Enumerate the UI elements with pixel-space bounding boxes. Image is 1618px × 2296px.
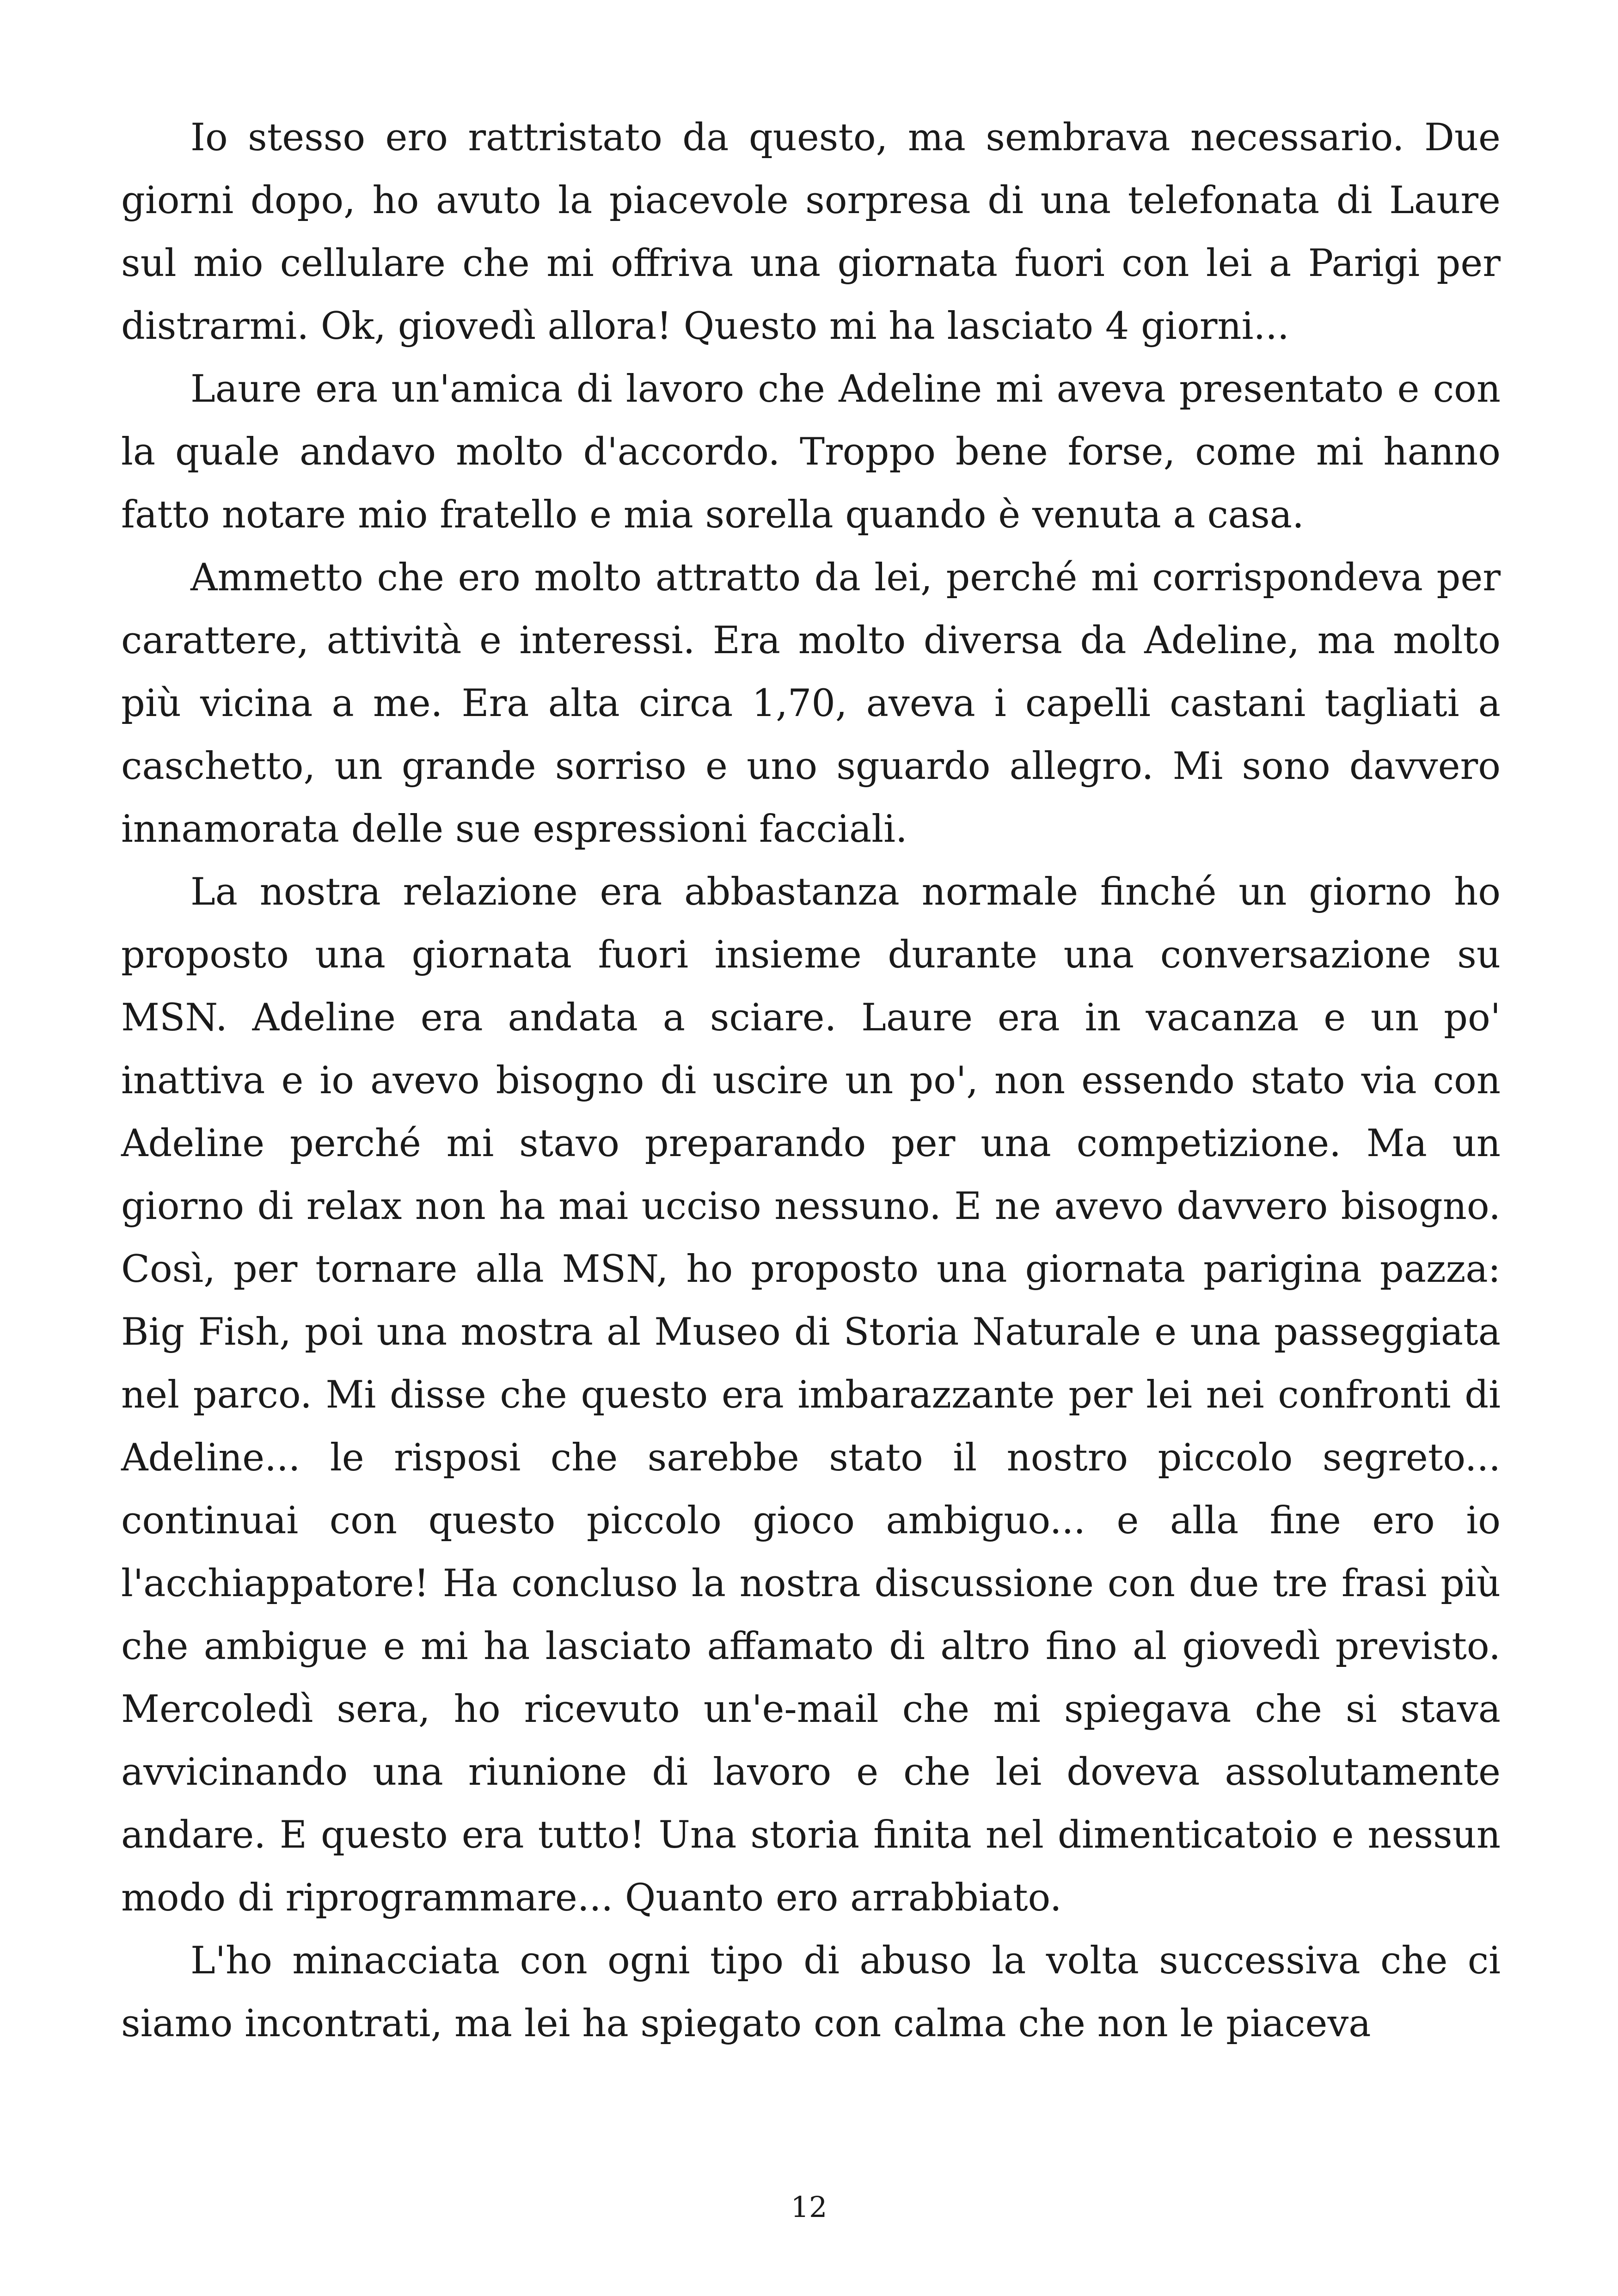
page-body [121, 106, 1501, 2055]
paragraph-4: La nostra relazione era abbastanza normale finché un giorno ho proposto una giornata fuori insieme durante una conversazione su MSN. Adeline era andata a sciare. Laure era in vacanza e un po' inattiva e io avevo bisogno di uscire un po', non essendo stato via con Adeline perché mi stavo preparando per una competizione. Ma un giorno di relax non ha mai ucciso nessuno. E ne avevo davvero bisogno. Così, per tornare alla MSN, ho proposto una giornata parigina pazza: Big Fish, poi una mostra al Museo di Storia Naturale e una passeggiata nel parco. Mi disse che questo era imbarazzante per lei nei confronti di Adeline... le risposi che sarebbe stato il nostro piccolo segreto... continuai con questo piccolo gioco ambiguo... e alla fine ero io l'acchiappatore! Ha concluso la nostra discussione con due tre frasi più che ambigue e mi ha lasciato affamato di altro fino al giovedì previsto. Mercoledì sera, ho ricevuto un'e-mail che mi spiegava che si stava avvicinando una riunione di lavoro e che lei doveva assolutamente andare. E questo era tutto! Una storia finita nel dimenticatoio e nessun modo di riprogrammare... Quanto ero arrabbiato. [121, 870, 1501, 1920]
paragraph-3: Ammetto che ero molto attratto da lei, perché mi corrispondeva per carattere, attività e interessi. Era molto diversa da Adeline, ma molto più vicina a me. Era alta circa 1,70, aveva i capelli castani tagliati a caschetto, un grande sorriso e uno sguardo allegro. Mi sono davvero innamorata delle sue espressioni facciali. [121, 556, 1501, 851]
paragraph-5: L'ho minacciata con ogni tipo di abuso la volta successiva che ci siamo incontrati, ma lei ha spiegato con calma che non le piaceva [121, 1939, 1501, 2045]
paragraph-1: Io stesso ero rattristato da questo, ma sembrava necessario. Due giorni dopo, ho avuto la piacevole sorpresa di una telefonata di Laure sul mio cellulare che mi offriva una giornata fuori con lei a Parigi per distrarmi. Ok, giovedì allora! Questo mi ha lasciato 4 giorni... [121, 116, 1501, 348]
paragraph-2: Laure era un'amica di lavoro che Adeline mi aveva presentato e con la quale andavo molto d'accordo. Troppo bene forse, come mi hanno fatto notare mio fratello e mia sorella quando è venuta a casa. [121, 367, 1501, 537]
page-number: 12 [791, 2190, 827, 2224]
